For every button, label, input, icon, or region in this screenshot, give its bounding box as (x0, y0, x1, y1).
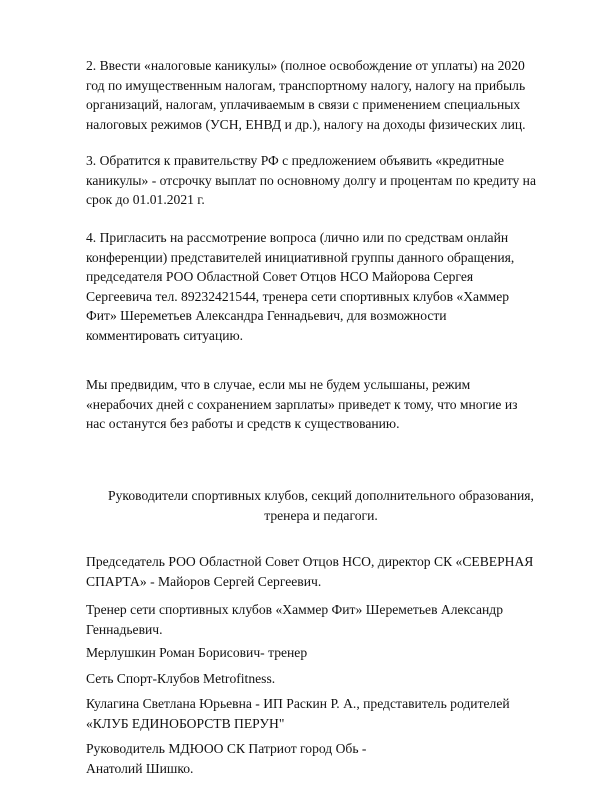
text-line: «нерабочих дней с сохранением зарплаты» приведет к тому, что многие из (86, 396, 518, 412)
signatory-1 (86, 552, 566, 591)
text-line: Председатель РОО Областной Совет Отцов НСО, директор СК «СЕВЕРНАЯ (86, 554, 534, 569)
text-line: тренера и педагоги. (264, 507, 378, 523)
text-line: Руководитель МДЮОО СК Патриот город Обь - (86, 741, 367, 756)
text-line: «КЛУБ ЕДИНОБОРСТВ ПЕРУН" (86, 715, 285, 731)
signatory-5 (86, 694, 566, 733)
text-line: организаций, налогам, уплачиваемым в связи с применением специальных (86, 97, 521, 112)
text-line: год по имущественным налогам, транспортному налогу, налогу на прибыль (86, 77, 526, 93)
text-line: Фит» Шереметьев Александра Геннадьевич, для возможности (86, 308, 447, 323)
signatory-2 (86, 600, 566, 639)
text-line: Мы предвидим, что в случае, если мы не будем услышаны, режим (86, 377, 471, 392)
text-line: Руководители спортивных клубов, секций дополнительного образования, (108, 488, 534, 503)
text-line: Тренер сети спортивных клубов «Хаммер Фит» Шереметьев Александр (86, 602, 504, 617)
signatory-4 (86, 669, 566, 689)
text-line: СПАРТА» - Майоров Сергей Сергеевич. (86, 573, 322, 589)
text-line: комментировать ситуацию. (86, 327, 244, 343)
text-line: 3. Обратится к правительству РФ с предложением объявить «кредитные (86, 153, 505, 168)
signatory-3 (86, 643, 566, 663)
text-line: срок до 01.01.2021 г. (86, 192, 205, 207)
text-line: 2. Ввести «налоговые каникулы» (полное освобождение от уплаты) на 2020 (86, 58, 525, 73)
text-line: Кулагина Светлана Юрьевна - ИП Раскин Р. А., представитель родителей (86, 696, 510, 711)
signatory-6 (86, 739, 566, 778)
text-line: 4. Пригласить на рассмотрение вопроса (лично или по средствам онлайн (86, 230, 509, 245)
text-line: председателя РОО Областной Совет Отцов НСО Майорова Сергея (86, 269, 474, 284)
signatories-heading (76, 486, 566, 525)
text-line: налоговых режимов (УСН, ЕНВД и др.), налогу на доходы физических лиц. (86, 116, 526, 132)
text-line: Анатолий Шишко. (86, 760, 194, 776)
text-line: Мерлушкин Роман Борисович- тренер (86, 645, 308, 660)
paragraph-warning (86, 375, 566, 434)
text-line: конференции) представителей инициативной группы данного обращения, (86, 249, 515, 265)
text-line: Сеть Спорт-Клубов Metrofitness. (86, 671, 276, 686)
paragraph-item-4 (86, 228, 566, 345)
text-line: Сергеевича тел. 89232421544, тренера сети спортивных клубов «Хаммер (86, 288, 510, 304)
paragraph-item-2 (86, 56, 566, 134)
text-line: нас останутся без работы и средств к существованию. (86, 416, 400, 431)
text-line: каникулы» - отсрочку выплат по основному долгу и процентам по кредиту на (86, 172, 536, 188)
paragraph-item-3 (86, 151, 566, 210)
text-line: Геннадьевич. (86, 621, 163, 637)
